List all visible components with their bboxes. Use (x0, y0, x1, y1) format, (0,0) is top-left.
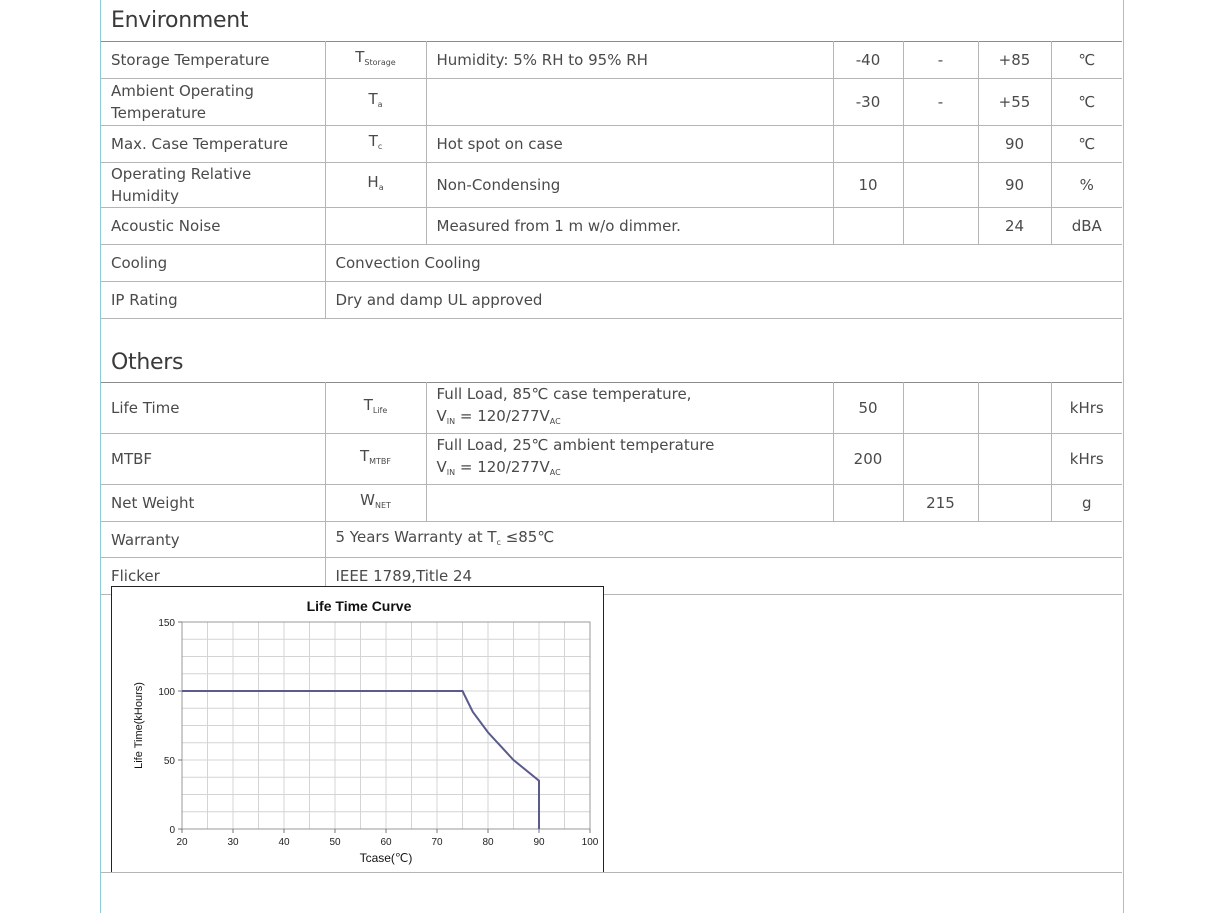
table-row-mtbf (101, 434, 1122, 485)
y-axis-label: Life Time(kHours) (133, 682, 145, 769)
unit-cell: ℃ (1051, 126, 1122, 163)
typ-cell (903, 208, 978, 245)
symbol-cell: $T_{MTBF}$ (325, 434, 426, 485)
max-cell: +55 (978, 79, 1051, 126)
x-tick-label: 30 (227, 837, 239, 848)
symbol-cell: $T_{Storage}$ (325, 42, 426, 79)
flicker-value: IEEE 1789,Title 24 (325, 558, 1122, 595)
param-cell: Operating Relative Humidity (101, 163, 325, 208)
unit-cell: ℃ (1051, 42, 1122, 79)
x-tick-label: 90 (533, 837, 545, 848)
x-tick-label: 70 (431, 837, 443, 848)
param-cell: Max. Case Temperature (101, 126, 325, 163)
unit-cell: kHrs (1051, 383, 1122, 434)
x-axis-label: Tcase(℃) (359, 851, 413, 865)
typ-cell (903, 434, 978, 485)
max-cell (978, 383, 1051, 434)
max-cell: 90 (978, 126, 1051, 163)
others-table (101, 382, 1122, 595)
table-row (101, 42, 1122, 79)
unit-cell: g (1051, 485, 1122, 522)
symbol-cell: $W_{NET}$ (325, 485, 426, 522)
typ-cell: - (903, 79, 978, 126)
condition-cell: Full Load, 85℃ case temperature, $V_{IN} = 120/277V_{AC}$ (426, 383, 833, 434)
table-row-net-weight (101, 485, 1122, 522)
table-row-warranty (101, 522, 1122, 558)
table-row (101, 126, 1122, 163)
min-cell: 50 (833, 383, 903, 434)
others-heading: Others (111, 350, 184, 375)
symbol-cell (325, 208, 426, 245)
chart-title: Life Time Curve (306, 598, 412, 614)
x-tick-label: 20 (176, 837, 188, 848)
table-row-ip-rating-value: Dry and damp UL approved (325, 282, 1122, 319)
param-cell: Ambient Operating Temperature (101, 79, 325, 126)
param-cell: Warranty (101, 522, 325, 558)
y-tick-label: 100 (158, 687, 175, 698)
table-row-ip-rating (101, 282, 1122, 319)
typ-cell (903, 163, 978, 208)
condition-cell: Hot spot on case (426, 126, 833, 163)
table-row-life-time (101, 383, 1122, 434)
min-cell (833, 485, 903, 522)
typ-cell: - (903, 42, 978, 79)
x-tick-label: 100 (581, 837, 599, 848)
param-cell: Storage Temperature (101, 42, 325, 79)
condition-cell: Full Load, 25℃ ambient temperature $V_{IN} = 120/277V_{AC}$ (426, 434, 833, 485)
x-tick-label: 40 (278, 837, 290, 848)
param-cell: Net Weight (101, 485, 325, 522)
condition-cell: Humidity: 5% RH to 95% RH (426, 42, 833, 79)
min-cell: -40 (833, 42, 903, 79)
x-tick-label: 60 (380, 837, 392, 848)
min-cell: 200 (833, 434, 903, 485)
x-tick-label: 50 (329, 837, 341, 848)
table-row (101, 163, 1122, 208)
table-row (101, 208, 1122, 245)
condition-cell: Non-Condensing (426, 163, 833, 208)
param-cell: IP Rating (101, 282, 325, 319)
max-cell (978, 485, 1051, 522)
max-cell: +85 (978, 42, 1051, 79)
table-row (101, 79, 1122, 126)
environment-heading: Environment (111, 8, 249, 33)
min-cell: 10 (833, 163, 903, 208)
y-tick-label: 0 (169, 825, 175, 836)
unit-cell: kHrs (1051, 434, 1122, 485)
param-cell: MTBF (101, 434, 325, 485)
max-cell: 90 (978, 163, 1051, 208)
unit-cell: % (1051, 163, 1122, 208)
x-tick-label: 80 (482, 837, 494, 848)
typ-cell (903, 383, 978, 434)
life-time-chart (111, 586, 604, 873)
y-tick-label: 50 (163, 756, 175, 767)
symbol-cell: $T_{Life}$ (325, 383, 426, 434)
warranty-value: 5 Years Warranty at $T_c$ ≤85℃ (325, 522, 1122, 558)
condition-cell (426, 79, 833, 126)
param-cell: Life Time (101, 383, 325, 434)
min-cell (833, 126, 903, 163)
typ-cell (903, 126, 978, 163)
param-cell: Flicker (101, 558, 325, 595)
param-cell: Cooling (101, 245, 325, 282)
min-cell (833, 208, 903, 245)
unit-cell: dBA (1051, 208, 1122, 245)
symbol-cell: $T_c$ (325, 126, 426, 163)
max-cell: 24 (978, 208, 1051, 245)
y-tick-label: 150 (158, 618, 175, 629)
max-cell (978, 434, 1051, 485)
min-cell: -30 (833, 79, 903, 126)
table-row-cooling-value: Convection Cooling (325, 245, 1122, 282)
symbol-cell: $T_a$ (325, 79, 426, 126)
divider (101, 872, 1122, 873)
life-time-chart-svg (112, 587, 603, 872)
typ-cell: 215 (903, 485, 978, 522)
symbol-cell: $H_a$ (325, 163, 426, 208)
unit-cell: ℃ (1051, 79, 1122, 126)
condition-cell (426, 485, 833, 522)
environment-table (101, 41, 1122, 319)
condition-cell: Measured from 1 m w/o dimmer. (426, 208, 833, 245)
table-row-cooling (101, 245, 1122, 282)
param-cell: Acoustic Noise (101, 208, 325, 245)
